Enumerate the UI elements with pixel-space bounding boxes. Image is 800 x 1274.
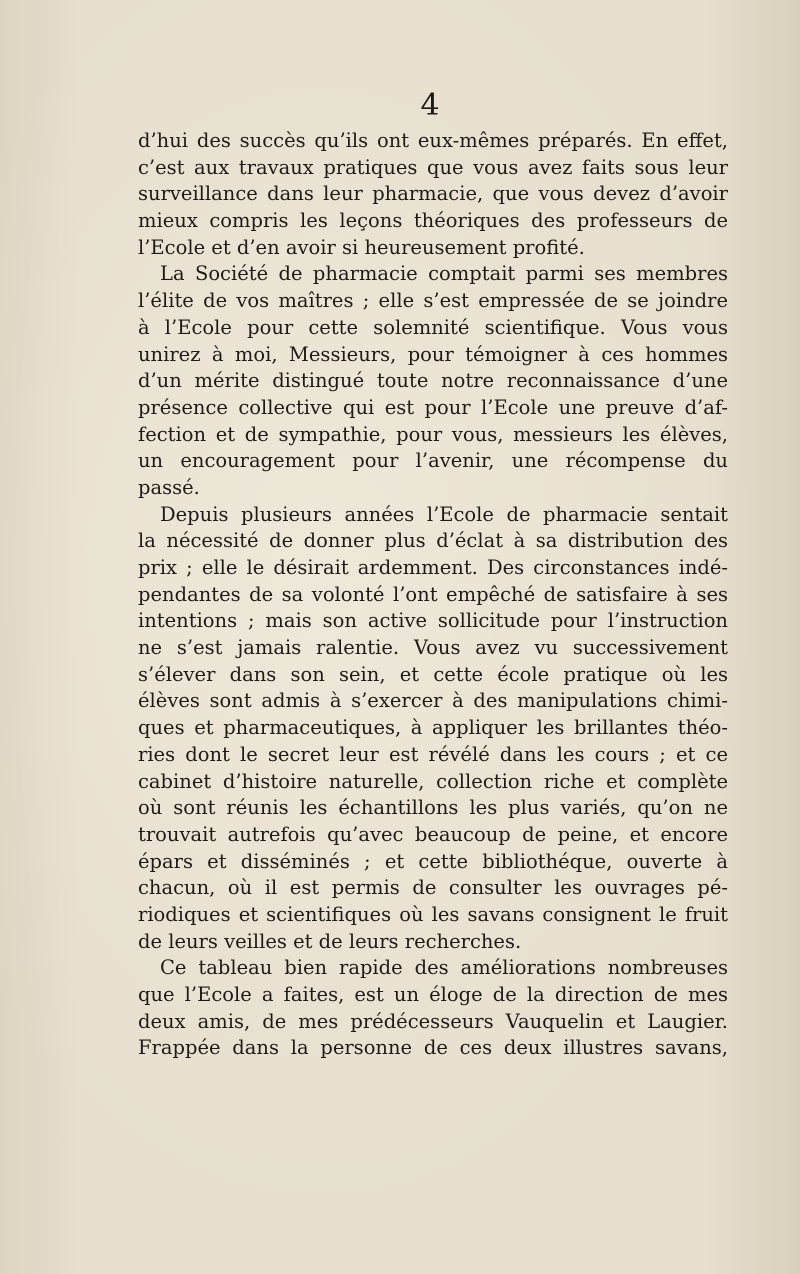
text-line: riodiques et scientifiques où les savans consignent le fruit — [138, 902, 728, 926]
text-line: l’élite de vos maîtres ; elle s’est empressée de se joindre — [138, 289, 728, 313]
text-line: Frappée dans la personne de ces deux illustres savans, — [138, 1036, 728, 1060]
text-line: deux amis, de mes prédécesseurs Vauquelin et Laugier. — [138, 1009, 728, 1033]
text-line: élèves sont admis à s’exercer à des manipulations chimi- — [138, 689, 728, 713]
page-number: 4 — [420, 88, 440, 123]
text-line: s’élever dans son sein, et cette école pratique où les — [138, 662, 728, 686]
text-line: Depuis plusieurs années l’Ecole de pharmacie sentait — [160, 502, 728, 526]
text-line: pendantes de sa volonté l’ont empêché de satisfaire à ses — [138, 582, 728, 606]
text-line: de leurs veilles et de leurs recherches. — [138, 929, 522, 953]
text-line: mieux compris les leçons théoriques des professeurs de — [138, 209, 728, 233]
text-line: La Société de pharmacie comptait parmi ses membres — [160, 262, 728, 286]
text-line: que l’Ecole a faites, est un éloge de la direction de mes — [138, 983, 728, 1006]
text-line: fection et de sympathie, pour vous, messieurs les élèves, — [138, 422, 728, 446]
text-line: d’un mérite distingué toute notre reconnaissance d’une — [138, 369, 728, 393]
text-line: ques et pharmaceutiques, à appliquer les brillantes théo- — [138, 716, 728, 740]
text-line: la nécessité de donner plus d’éclat à sa distribution des — [138, 529, 728, 553]
text-line: trouvait autrefois qu’avec beaucoup de peine, et encore — [138, 822, 728, 846]
text-line: un encouragement pour l’avenir, une récompense du — [138, 449, 728, 473]
text-line: épars et disséminés ; et cette bibliothéque, ouverte à — [138, 849, 728, 873]
text-line: chacun, où il est permis de consulter les ouvrages pé- — [138, 876, 728, 900]
text-line: l’Ecole et d’en avoir si heureusement profité. — [138, 235, 585, 259]
text-line: à l’Ecole pour cette solemnité scientifique. Vous vous — [138, 315, 728, 339]
text-line: unirez à moi, Messieurs, pour témoigner à ces hommes — [138, 342, 728, 366]
text-line: cabinet d’histoire naturelle, collection riche et complète — [138, 769, 728, 793]
text-line: présence collective qui est pour l’Ecole une preuve d’af- — [138, 395, 728, 419]
text-line: d’hui des succès qu’ils ont eux-mêmes préparés. En effet, — [138, 129, 728, 152]
text-line: ne s’est jamais ralentie. Vous avez vu successivement — [138, 636, 728, 660]
body-text — [138, 128, 728, 1062]
text-line: intentions ; mais son active sollicitude pour l’instruction — [138, 609, 728, 633]
text-line: prix ; elle le désirait ardemment. Des circonstances indé- — [138, 556, 728, 579]
text-line: ries dont le secret leur est révélé dans les cours ; et ce — [138, 742, 728, 766]
text-line: où sont réunis les échantillons les plus variés, qu’on ne — [138, 796, 728, 820]
text-line: Ce tableau bien rapide des améliorations nombreuses — [160, 956, 728, 980]
text-line: passé. — [138, 475, 200, 499]
text-line: surveillance dans leur pharmacie, que vous devez d’avoir — [138, 182, 728, 206]
text-line: c’est aux travaux pratiques que vous avez faits sous leur — [138, 155, 728, 179]
